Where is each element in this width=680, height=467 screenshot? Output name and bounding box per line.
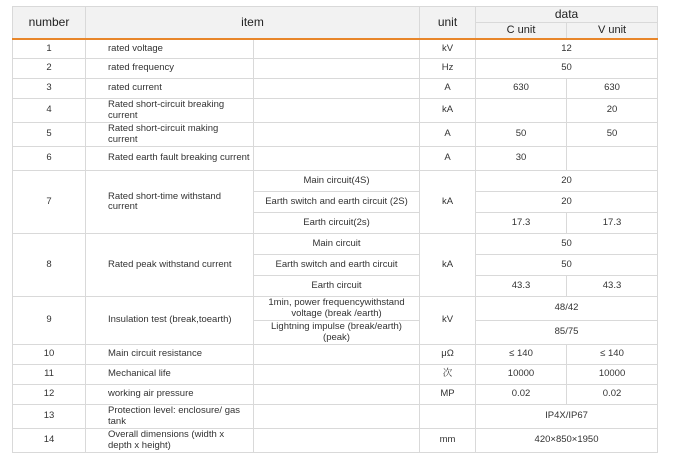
- row-unit: kV: [420, 39, 476, 59]
- row-value-c: [476, 99, 567, 123]
- row-unit: A: [420, 147, 476, 171]
- row-value-v: 10000: [567, 365, 658, 385]
- row-number: 6: [13, 147, 86, 171]
- row-number: 8: [13, 234, 86, 297]
- row-subitem: [254, 405, 420, 429]
- row-item: Mechanical life: [86, 365, 254, 385]
- row-item: rated frequency: [86, 59, 254, 79]
- row-value-c: 10000: [476, 365, 567, 385]
- row-value-c: 50: [476, 123, 567, 147]
- row-value-v: 50: [567, 123, 658, 147]
- table-row: [13, 297, 658, 321]
- row-subitem: Lightning impulse (break/earth) (peak): [254, 321, 420, 345]
- row-subitem: [254, 429, 420, 453]
- row-value-merged: 50: [476, 59, 658, 79]
- row-item: rated current: [86, 79, 254, 99]
- row-item: Rated peak withstand current: [86, 234, 254, 297]
- row-item: Overall dimensions (width x depth x height): [86, 429, 254, 453]
- row-unit: 次: [420, 365, 476, 385]
- row-item: Insulation test (break,toearth): [86, 297, 254, 345]
- row-subitem: Earth circuit: [254, 276, 420, 297]
- row-unit: MP: [420, 385, 476, 405]
- header-data: data: [476, 7, 658, 23]
- row-number: 5: [13, 123, 86, 147]
- row-item: rated voltage: [86, 39, 254, 59]
- row-value-merged: IP4X/IP67: [476, 405, 658, 429]
- row-value-v: 0.02: [567, 385, 658, 405]
- row-subitem: [254, 123, 420, 147]
- row-unit: kA: [420, 171, 476, 234]
- row-unit: A: [420, 79, 476, 99]
- row-number: 4: [13, 99, 86, 123]
- row-unit: μΩ: [420, 345, 476, 365]
- header-item: item: [86, 7, 420, 39]
- header-unit: unit: [420, 7, 476, 39]
- row-number: 10: [13, 345, 86, 365]
- row-unit: kA: [420, 234, 476, 297]
- row-number: 2: [13, 59, 86, 79]
- table-row: [13, 123, 658, 147]
- row-number: 12: [13, 385, 86, 405]
- row-value-v: 43.3: [567, 276, 658, 297]
- row-unit: mm: [420, 429, 476, 453]
- row-number: 3: [13, 79, 86, 99]
- row-item: Protection level: enclosure/ gas tank: [86, 405, 254, 429]
- table-row: [13, 345, 658, 365]
- table-row: [13, 79, 658, 99]
- table-row: [13, 59, 658, 79]
- row-number: 13: [13, 405, 86, 429]
- table-row: [13, 385, 658, 405]
- row-subitem: [254, 345, 420, 365]
- row-subitem: Earth circuit(2s): [254, 213, 420, 234]
- row-value-c: ≤ 140: [476, 345, 567, 365]
- row-value-c: 17.3: [476, 213, 567, 234]
- row-unit: kV: [420, 297, 476, 345]
- row-value-merged: 20: [476, 192, 658, 213]
- row-item: Main circuit resistance: [86, 345, 254, 365]
- row-subitem: [254, 39, 420, 59]
- spec-table: [12, 6, 658, 453]
- row-value-merged: 12: [476, 39, 658, 59]
- row-subitem: [254, 79, 420, 99]
- row-number: 1: [13, 39, 86, 59]
- row-value-merged: 48/42: [476, 297, 658, 321]
- row-item: Rated short-circuit breaking current: [86, 99, 254, 123]
- row-subitem: Main circuit(4S): [254, 171, 420, 192]
- row-subitem: 1min, power frequencywithstand voltage (break /earth): [254, 297, 420, 321]
- row-value-v: ≤ 140: [567, 345, 658, 365]
- row-number: 11: [13, 365, 86, 385]
- row-number: 9: [13, 297, 86, 345]
- table-row: [13, 171, 658, 192]
- table-row: [13, 365, 658, 385]
- row-unit: Hz: [420, 59, 476, 79]
- row-value-v: [567, 147, 658, 171]
- row-number: 7: [13, 171, 86, 234]
- row-value-v: 630: [567, 79, 658, 99]
- row-value-merged: 50: [476, 255, 658, 276]
- row-number: 14: [13, 429, 86, 453]
- table-row: [13, 147, 658, 171]
- row-subitem: [254, 99, 420, 123]
- row-value-merged: 20: [476, 171, 658, 192]
- table-row: [13, 429, 658, 453]
- row-value-v: 20: [567, 99, 658, 123]
- row-subitem: [254, 59, 420, 79]
- row-item: working air pressure: [86, 385, 254, 405]
- row-unit: kA: [420, 99, 476, 123]
- row-unit: [420, 405, 476, 429]
- header-c-unit: C unit: [476, 23, 567, 39]
- table-row: [13, 39, 658, 59]
- row-subitem: Earth switch and earth circuit (2S): [254, 192, 420, 213]
- table-row: [13, 405, 658, 429]
- row-subitem: Earth switch and earth circuit: [254, 255, 420, 276]
- row-item: Rated short-time withstand current: [86, 171, 254, 234]
- table-row: [13, 234, 658, 255]
- row-unit: A: [420, 123, 476, 147]
- row-value-c: 0.02: [476, 385, 567, 405]
- row-subitem: Main circuit: [254, 234, 420, 255]
- row-value-merged: 420×850×1950: [476, 429, 658, 453]
- table-row: [13, 99, 658, 123]
- row-value-v: 17.3: [567, 213, 658, 234]
- row-item: Rated earth fault breaking current: [86, 147, 254, 171]
- row-value-c: 630: [476, 79, 567, 99]
- row-value-merged: 50: [476, 234, 658, 255]
- row-value-c: 30: [476, 147, 567, 171]
- row-subitem: [254, 147, 420, 171]
- row-subitem: [254, 365, 420, 385]
- row-value-merged: 85/75: [476, 321, 658, 345]
- row-item: Rated short-circuit making current: [86, 123, 254, 147]
- header-v-unit: V unit: [567, 23, 658, 39]
- header-number: number: [13, 7, 86, 39]
- row-subitem: [254, 385, 420, 405]
- row-value-c: 43.3: [476, 276, 567, 297]
